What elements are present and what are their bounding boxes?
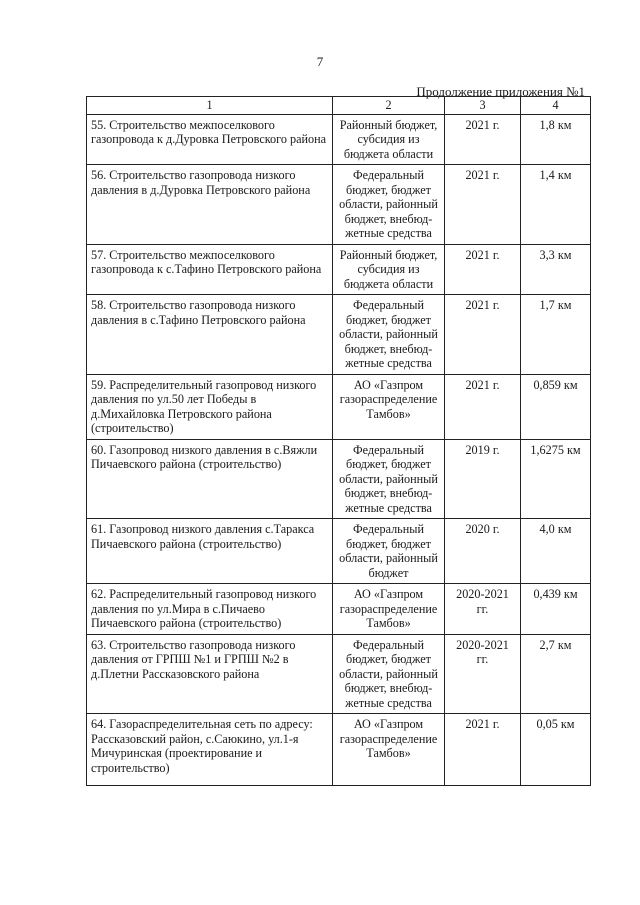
- page-number: 7: [316, 54, 324, 69]
- project-name-cell: 58. Строительство газопровода низкого давления в с.Тафино Петровского района: [87, 295, 333, 375]
- year-cell: 2020-2021 гг.: [445, 584, 521, 635]
- year-cell: 2020 г.: [445, 519, 521, 584]
- header-col-3: 3: [445, 97, 521, 115]
- projects-table: [86, 96, 591, 786]
- funding-source-cell: Районный бюджет, субсидия из бюджета области: [333, 114, 445, 165]
- funding-source-cell: Федеральный бюджет, бюджет области, районный бюджет: [333, 519, 445, 584]
- project-name-cell: 55. Строительство межпоселкового газопровода к д.Дуровка Петровского района: [87, 114, 333, 165]
- project-name-cell: 60. Газопровод низкого давления в с.Вяжли Пичаевского района (строительство): [87, 439, 333, 519]
- table-row: [87, 634, 591, 714]
- project-name-cell: 62. Распределительный газопровод низкого давления по ул.Мира в с.Пичаево Пичаевского района (строительство): [87, 584, 333, 635]
- funding-source-cell: Федеральный бюджет, бюджет области, районный бюджет, внебюд-жетные средства: [333, 295, 445, 375]
- length-cell: 4,0 км: [521, 519, 591, 584]
- funding-source-cell: АО «Газпром газораспределение Тамбов»: [333, 584, 445, 635]
- header-col-2: 2: [333, 97, 445, 115]
- table-row: [87, 584, 591, 635]
- table-header-row: [87, 97, 591, 115]
- funding-source-cell: Федеральный бюджет, бюджет области, районный бюджет, внебюд-жетные средства: [333, 439, 445, 519]
- table-row: [87, 165, 591, 245]
- table-row: [87, 114, 591, 165]
- continuation-label: Продолжение приложения №1: [416, 84, 585, 99]
- header-col-4: 4: [521, 97, 591, 115]
- funding-source-cell: АО «Газпром газораспределение Тамбов»: [333, 714, 445, 786]
- length-cell: 0,439 км: [521, 584, 591, 635]
- funding-source-cell: АО «Газпром газораспределение Тамбов»: [333, 374, 445, 439]
- length-cell: 0,05 км: [521, 714, 591, 786]
- table-row: [87, 519, 591, 584]
- funding-source-cell: Федеральный бюджет, бюджет области, районный бюджет, внебюд-жетные средства: [333, 165, 445, 245]
- year-cell: 2021 г.: [445, 374, 521, 439]
- length-cell: 3,3 км: [521, 244, 591, 295]
- length-cell: 1,7 км: [521, 295, 591, 375]
- table-row: [87, 374, 591, 439]
- table-row: [87, 244, 591, 295]
- project-name-cell: 64. Газораспределительная сеть по адресу: Рассказовский район, с.Саюкино, ул.1-я Мичуринская (проектирование и строительство): [87, 714, 333, 786]
- project-name-cell: 56. Строительство газопровода низкого давления в д.Дуровка Петровского района: [87, 165, 333, 245]
- year-cell: 2021 г.: [445, 114, 521, 165]
- year-cell: 2021 г.: [445, 295, 521, 375]
- table-row: [87, 439, 591, 519]
- length-cell: 0,859 км: [521, 374, 591, 439]
- project-name-cell: 59. Распределительный газопровод низкого давления по ул.50 лет Победы в д.Михайловка Петровского района (строительство): [87, 374, 333, 439]
- funding-source-cell: Районный бюджет, субсидия из бюджета области: [333, 244, 445, 295]
- year-cell: 2019 г.: [445, 439, 521, 519]
- year-cell: 2021 г.: [445, 165, 521, 245]
- year-cell: 2021 г.: [445, 244, 521, 295]
- table-row: [87, 714, 591, 786]
- length-cell: 1,6275 км: [521, 439, 591, 519]
- year-cell: 2021 г.: [445, 714, 521, 786]
- length-cell: 1,8 км: [521, 114, 591, 165]
- project-name-cell: 63. Строительство газопровода низкого давления от ГРПШ №1 и ГРПШ №2 в д.Плетни Рассказовского района: [87, 634, 333, 714]
- length-cell: 2,7 км: [521, 634, 591, 714]
- header-col-1: 1: [87, 97, 333, 115]
- year-cell: 2020-2021 гг.: [445, 634, 521, 714]
- table-row: [87, 295, 591, 375]
- length-cell: 1,4 км: [521, 165, 591, 245]
- project-name-cell: 57. Строительство межпоселкового газопровода к с.Тафино Петровского района: [87, 244, 333, 295]
- funding-source-cell: Федеральный бюджет, бюджет области, районный бюджет, внебюд-жетные средства: [333, 634, 445, 714]
- project-name-cell: 61. Газопровод низкого давления с.Таракса Пичаевского района (строительство): [87, 519, 333, 584]
